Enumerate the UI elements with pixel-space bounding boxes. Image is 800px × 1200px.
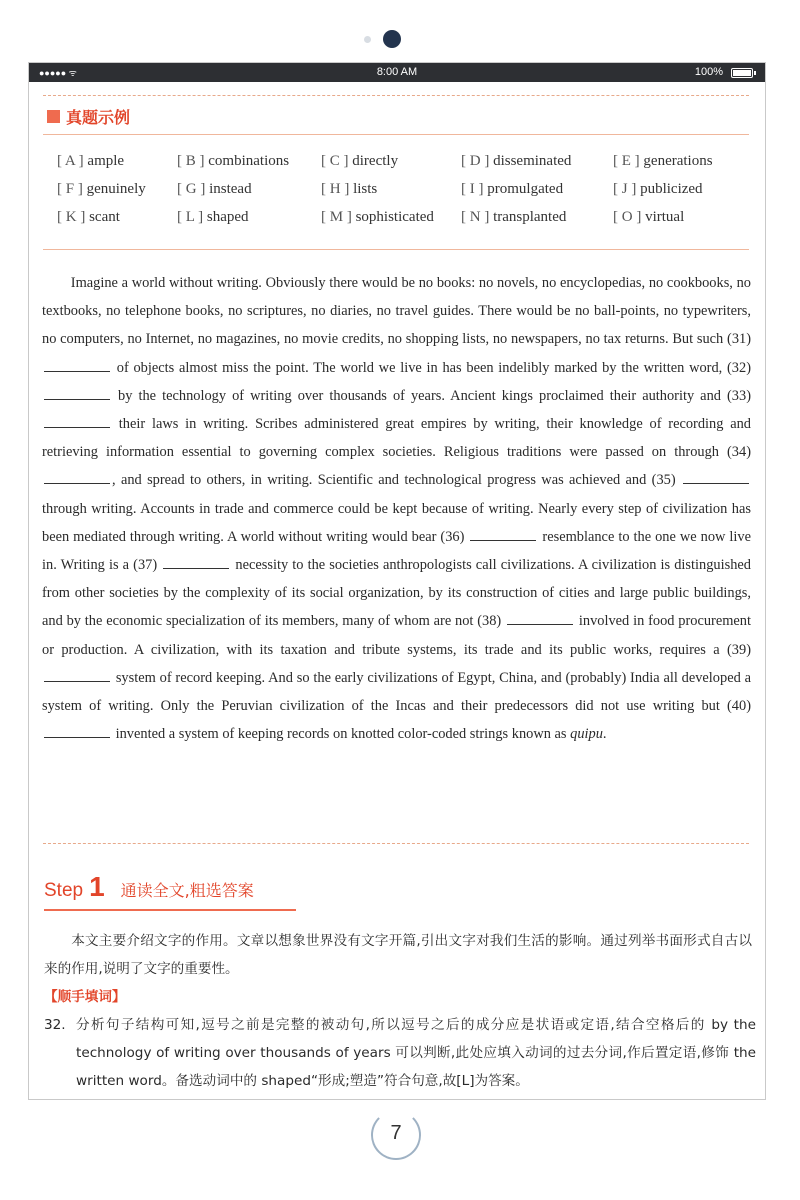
- page-number-text: 7: [390, 1122, 402, 1144]
- word-option: [ B ] combinations: [177, 153, 290, 169]
- battery-icon: [731, 68, 753, 78]
- blank-31[interactable]: [44, 358, 110, 372]
- camera: [360, 30, 420, 50]
- analysis-item: [44, 1011, 756, 1095]
- word-bank-row: [57, 153, 757, 181]
- word-bank: [57, 153, 757, 237]
- divider: [43, 95, 749, 96]
- word-option: [ E ] generations: [613, 153, 713, 169]
- step-heading: [44, 871, 254, 903]
- word-option: [ G ] instead: [177, 181, 252, 197]
- step-word: Step: [44, 880, 84, 901]
- signal-wifi-icon: ●●●●● ᯤ: [39, 68, 77, 78]
- section-title: [47, 105, 130, 128]
- square-bullet-icon: [47, 110, 60, 123]
- blank-37[interactable]: [163, 555, 229, 569]
- section-title-text: 真题示例: [66, 108, 131, 127]
- word-option: [ K ] scant: [57, 209, 120, 225]
- word-option: [ C ] directly: [321, 153, 399, 169]
- battery-fill: [733, 70, 751, 76]
- word-bank-row: [57, 209, 757, 237]
- word-option: [ A ] ample: [57, 153, 125, 169]
- blank-32[interactable]: [44, 386, 110, 400]
- word-option: [ L ] shaped: [177, 209, 249, 225]
- sensor-dot-icon: [364, 36, 371, 43]
- word-option: [ H ] lists: [321, 181, 378, 197]
- step-number: 1: [89, 871, 105, 902]
- divider: [43, 249, 749, 250]
- blank-40[interactable]: [44, 724, 110, 738]
- blank-39[interactable]: [44, 668, 110, 682]
- battery-percent: 100%: [694, 66, 723, 78]
- divider: [43, 843, 749, 844]
- passage-paragraph: Imagine a world without writing. Obviously there would be no books: no novels, no encyclopedias, no cookbooks, no textbooks, no telephone books, no scriptures, no diaries, no travel guides. There would be no ball-points, no typewriters, no computers, no Internet, no magazines, no movie credits, no shopping lists, no newspapers, no tax returns. But such (31) of objects almost miss the point. The world we live in has been indelibly marked by the written word, (32) by the technology of writing over thousands of years. Ancient kings proclaimed their authority and (33) their laws in writing. Scribes administered great empires by writing, their knowledge of recording and retrieving information essential to governing complex societies. Religious traditions were passed on through (34) , and spread to others, in writing. Scientific and technological progress was achieved and (35) through writing. Accounts in trade and commerce could be kept because of writing. Nearly every step of civilization has been mediated through writing. A world without writing would bear (36) resemblance to the one we now live in. Writing is a (37) necessity to the societies anthropologists call civilizations. A civilization is distinguished from other societies by the complexity of its social organization, by its construction of cities and large public buildings, and by the economic specialization of its members, many of whom are not (38) involved in food procurement or production. A civilization, with its taxation and tribute systems, its trade and its public works, requires a (39) system of record keeping. And so the early civilizations of Egypt, China, and (probably) India all developed a system of writing. Only the Peruvian civilization of the Incas and their predecessors did not use writing but (40) invented a system of keeping records on knotted color-coded strings known as quipu.: [42, 275, 751, 743]
- blank-34[interactable]: [44, 470, 110, 484]
- passage: [42, 269, 751, 748]
- word-option: [ M ] sophisticated: [321, 209, 434, 225]
- divider: [43, 134, 749, 135]
- word-option: [ J ] publicized: [613, 181, 703, 197]
- camera-lens-icon: [383, 30, 401, 48]
- analysis-number: 32.: [44, 1017, 66, 1033]
- blank-33[interactable]: [44, 414, 110, 428]
- word-option: [ I ] promulgated: [461, 181, 564, 197]
- word-option: [ F ] genuinely: [57, 181, 146, 197]
- step-title: 通读全文,粗选答案: [120, 881, 254, 900]
- word-option: [ O ] virtual: [613, 209, 685, 225]
- word-bank-row: [57, 181, 757, 209]
- step-underline: [44, 909, 296, 911]
- status-bar: [29, 63, 765, 82]
- blank-36[interactable]: [470, 527, 536, 541]
- status-time: 8:00 AM: [376, 66, 418, 78]
- intro-paragraph: 本文主要介绍文字的作用。文章以想象世界没有文字开篇,引出文字对我们生活的影响。通过列举书面形式自古以来的作用,说明了文字的重要性。: [44, 933, 752, 977]
- blank-38[interactable]: [507, 611, 573, 625]
- bracket-heading: 【顺手填词】: [44, 989, 126, 1005]
- word-option: [ N ] transplanted: [461, 209, 567, 225]
- device-screen: [28, 62, 766, 1100]
- page-number: [371, 1110, 421, 1160]
- word-option: [ D ] disseminated: [461, 153, 572, 169]
- blank-35[interactable]: [683, 470, 749, 484]
- analysis-text: 分析句子结构可知,逗号之前是完整的被动句,所以逗号之后的成分应是状语或定语,结合空格后的 by the technology of writing over thousands of years 可以判断,此处应填入动词的过去分词,作后置定语,修饰 the written word。备选动词中的 shaped“形成;塑造”符合句意,故[L]为答案。: [76, 1017, 756, 1089]
